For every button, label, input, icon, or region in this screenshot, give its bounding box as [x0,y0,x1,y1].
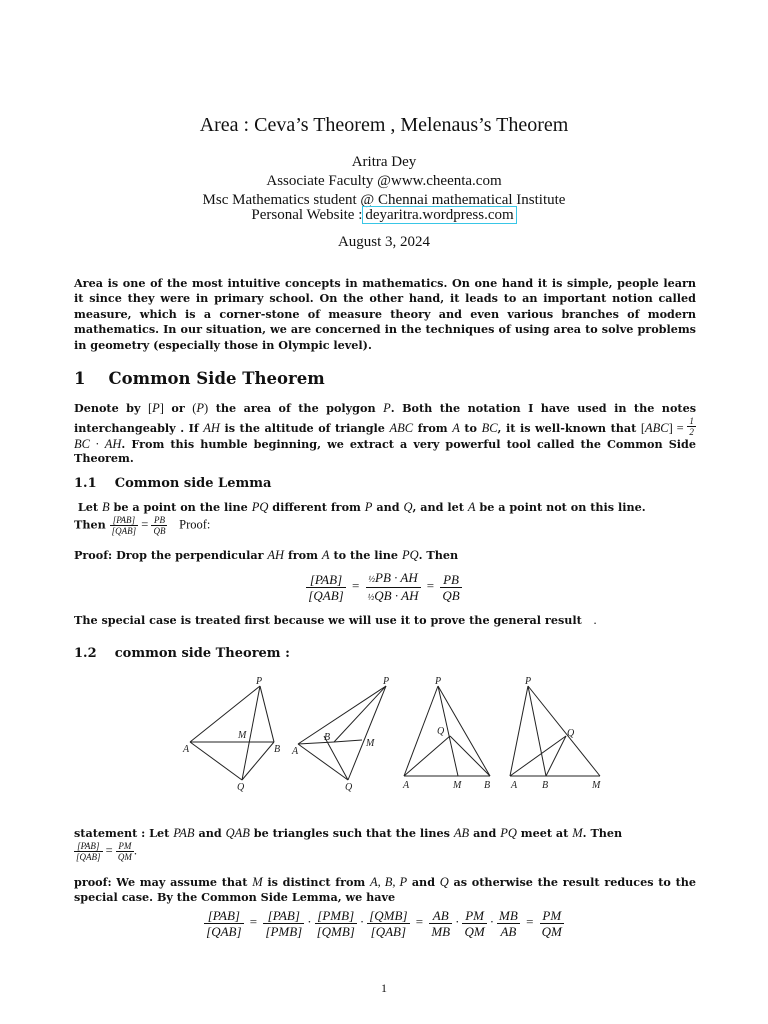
website-link[interactable]: deyaritra.wordpress.com [362,206,516,224]
paper-title: Area : Ceva’s Theorem , Melenaus’s Theorem [199,114,569,136]
theorem-proof-equation: $\frac{\text{[PAB]}}{\text{[QAB]}}$ = $\frac{\text{[PAB]}}{\text{[PMB]}}$ · $\frac{\text{[PMB]}}{\text{[QMB]}}$ · $\frac{\text{[QMB]}}{\text{[QAB]}}$ = $\frac{AB}{MB}$ · $\frac{PM}{QM}$ · $\frac{MB}{AB}$ = $\frac{PM}{QM}$ [206,908,562,939]
section-1-heading [74,369,325,388]
author-name: Aritra Dey [351,154,417,170]
lemma-proof-intro: Proof: Drop the perpendicular AH from A to the line PQ. Then [74,548,459,562]
section-1-paragraph: Denote by [P] or (P) the area of the polygon P. Both the notation I have used in the notes interchangeably . If AH is the altitude of triangle ABC from A to BC, it is well-known that [ABC] = $\frac{1}{2}$ BC · AH. From this humble beginning, we extract a very powerful tool called the Common Side Theorem. [74,401,696,466]
author-website [0,206,768,225]
fig1-label-B: B [274,744,281,755]
figure-3 [404,686,490,776]
section-1-title: Common Side Theorem [108,369,325,388]
fig4-label-P: P [525,676,532,687]
fig4-label-B: B [542,780,549,791]
fig1-label-P: P [256,676,263,687]
figure-4 [510,686,600,776]
page-number: 1 [381,981,387,995]
theorem-proof-intro: proof: We may assume that M is distinct from A, B, P and Q as otherwise the result reduces to the special case. By the Common Side Lemma, we have [74,875,697,904]
lemma-statement: Let B be a point on the line PQ different from P and Q, and let A be a point not on this line. Then $\frac{\text{[PAB]}}{\text{[QAB]}}$ = $\frac{PB}{QB}$ Proof: [74,500,646,536]
fig2-label-B: B [324,732,331,743]
figure-1 [190,686,274,780]
author-affiliation-1: Associate Faculty @www.cheenta.com [266,173,502,189]
section-1-number: 1 [74,369,86,388]
paper-date: August 3, 2024 [337,234,431,250]
fig4-label-Q: Q [567,728,575,739]
author-affiliation-2: Msc Mathematics student @ Chennai mathematical Institute [202,192,566,208]
website-label: Personal Website : [251,207,363,223]
fig1-label-A: A [183,744,190,755]
fig1-label-Q: Q [237,782,245,793]
fig3-label-P: P [435,676,442,687]
special-case-note: The special case is treated first because we will use it to prove the general result . [74,613,597,627]
subsection-1-1-heading: 1.1 Common side Lemma [74,476,272,491]
theorem-statement: statement : Let PAB and QAB be triangles such that the lines AB and PQ meet at M. Then $\frac{\text{[PAB]}}{\text{[QAB]}}$ = $\frac{PM}{QM}$ . [74,826,623,862]
fig3-label-B: B [484,780,491,791]
fig2-label-Q: Q [345,782,353,793]
fig3-label-A: A [403,780,410,791]
figure-2 [298,686,386,780]
fig3-label-Q: Q [437,726,445,737]
fig3-label-M: M [453,780,462,791]
fig2-label-A: A [292,746,299,757]
common-side-theorem-figures [176,676,616,796]
subsection-1-2-heading: 1.2 common side Theorem : [74,646,290,661]
fig1-label-M: M [238,730,247,741]
fig2-label-P: P [383,676,390,687]
fig4-label-A: A [511,780,518,791]
fig2-label-M: M [366,738,375,749]
abstract: Area is one of the most intuitive concepts in mathematics. On one hand it is simple, people learn it since they were in primary school. On the other hand, it leads to an important notion called measure, which is a corner-stone of measure theory and even various branches of modern mathematics. In our situation, we are concerned in the techniques of using area to solve problems in geometry (especially those in Olympic level). [74,276,696,352]
fig4-label-M: M [592,780,601,791]
lemma-proof-equation: $\frac{\text{[PAB]}}{\text{[QAB]}}$ = $\frac{\text{½PB · AH}}{\text{½QB · AH}}$ = $\frac{PB}{QB}$ [308,570,460,603]
